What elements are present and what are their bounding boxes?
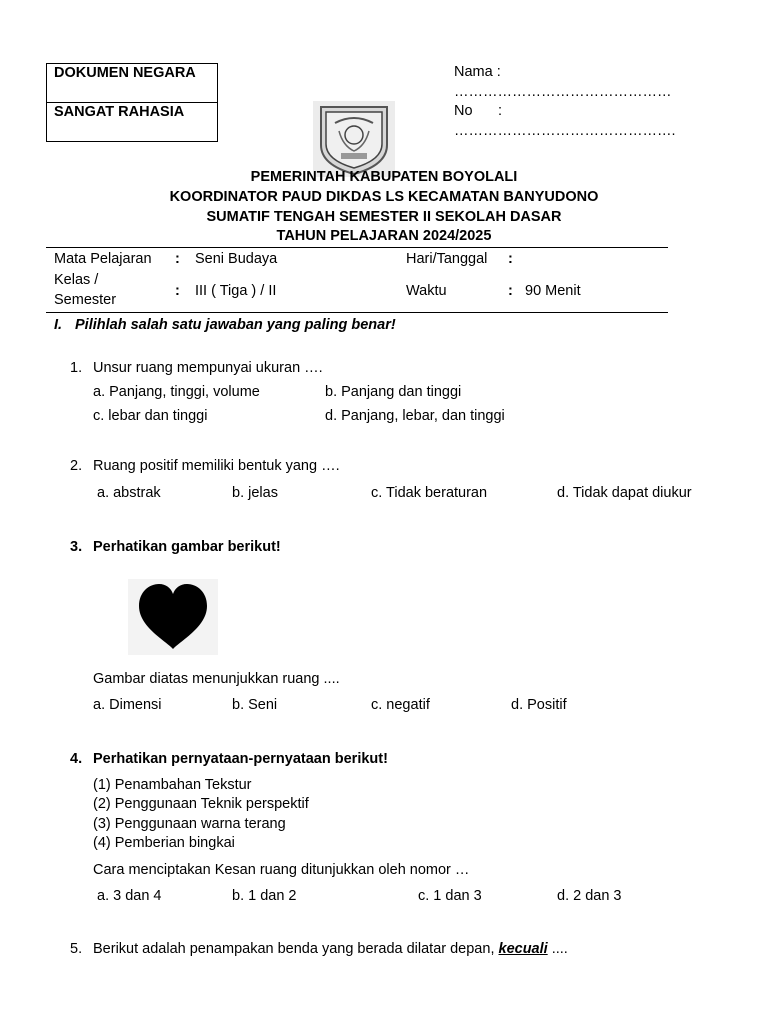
kabupaten-logo (313, 101, 395, 177)
nama-label: Nama : (454, 64, 501, 80)
waktu-label: Waktu (406, 283, 447, 299)
q4-option-a: a. 3 dan 4 (97, 888, 162, 904)
mapel-label: Mata Pelajaran (54, 251, 152, 267)
q4-item-3: (3) Penggunaan warna terang (93, 816, 286, 832)
nama-dots: ……………………………………… (454, 84, 672, 100)
q5-number: 5. (70, 941, 83, 957)
q3-option-c: c. negatif (371, 697, 430, 713)
mapel-colon: : (175, 251, 180, 267)
header-box-dokumen (46, 63, 218, 103)
no-colon: : (498, 103, 503, 119)
q3-option-b: b. Seni (232, 697, 278, 713)
q5-text-after: .... (547, 941, 568, 957)
kelas-label-2: Semester (54, 292, 117, 308)
info-top-rule (46, 247, 668, 248)
q4-item-4: (4) Pemberian bingkai (93, 835, 235, 851)
waktu-colon: : (508, 283, 513, 299)
kelas-value: III ( Tiga ) / II (195, 283, 277, 299)
heart-picture (128, 579, 218, 655)
q4-number: 4. (70, 751, 83, 767)
section-number: I. (54, 317, 63, 333)
q1-option-c: c. lebar dan tinggi (93, 408, 208, 424)
q2-option-b: b. jelas (232, 485, 278, 501)
q4-option-c: c. 1 dan 3 (418, 888, 482, 904)
kelas-label-1: Kelas / (54, 272, 99, 288)
q2-option-d: d. Tidak dapat diukur (557, 485, 692, 501)
section-title: Pilihlah salah satu jawaban yang paling benar! (75, 317, 396, 333)
q3-subtext: Gambar diatas menunjukkan ruang .... (93, 671, 340, 687)
sangat-rahasia-label: SANGAT RAHASIA (54, 104, 185, 120)
header-box-rahasia (46, 102, 218, 142)
q1-option-b: b. Panjang dan tinggi (325, 384, 462, 400)
q1-number: 1. (70, 360, 83, 376)
q2-number: 2. (70, 458, 83, 474)
mapel-value: Seni Budaya (195, 251, 278, 267)
heart-icon (128, 579, 218, 655)
q4-item-1: (1) Penambahan Tekstur (93, 777, 252, 793)
q4-option-b: b. 1 dan 2 (232, 888, 297, 904)
q1-option-a: a. Panjang, tinggi, volume (93, 384, 260, 400)
no-label: No (454, 103, 473, 119)
q4-text: Perhatikan pernyataan-pernyataan berikut! (93, 751, 388, 767)
q3-option-d: d. Positif (511, 697, 567, 713)
dokumen-negara-label: DOKUMEN NEGARA (54, 65, 196, 81)
title-line-1: PEMERINTAH KABUPATEN BOYOLALI (250, 169, 518, 185)
q1-option-d: d. Panjang, lebar, dan tinggi (325, 408, 505, 424)
q4-option-d: d. 2 dan 3 (557, 888, 622, 904)
q3-option-a: a. Dimensi (93, 697, 162, 713)
q2-option-c: c. Tidak beraturan (371, 485, 488, 501)
info-bottom-rule (46, 312, 668, 313)
q5-text-before: Berikut adalah penampakan benda yang berada dilatar depan, (93, 941, 499, 957)
q2-text: Ruang positif memiliki bentuk yang …. (93, 458, 340, 474)
hari-label: Hari/Tanggal (406, 251, 488, 267)
q3-number: 3. (70, 539, 83, 555)
title-line-4: TAHUN PELAJARAN 2024/2025 (276, 228, 492, 244)
waktu-value: 90 Menit (525, 283, 581, 299)
q4-item-2: (2) Penggunaan Teknik perspektif (93, 796, 309, 812)
kelas-colon: : (175, 283, 180, 299)
q5-text (93, 941, 568, 957)
no-dots: ………………………………………. (454, 123, 676, 139)
title-line-3: SUMATIF TENGAH SEMESTER II SEKOLAH DASAR (206, 209, 562, 225)
hari-colon: : (508, 251, 513, 267)
q2-option-a: a. abstrak (97, 485, 161, 501)
q5-emphasis: kecuali (498, 941, 548, 957)
emblem-icon (313, 101, 395, 177)
q4-subtext: Cara menciptakan Kesan ruang ditunjukkan oleh nomor … (93, 862, 470, 878)
q3-text: Perhatikan gambar berikut! (93, 539, 281, 555)
q1-text: Unsur ruang mempunyai ukuran …. (93, 360, 323, 376)
title-line-2: KOORDINATOR PAUD DIKDAS LS KECAMATAN BANYUDONO (169, 189, 599, 205)
